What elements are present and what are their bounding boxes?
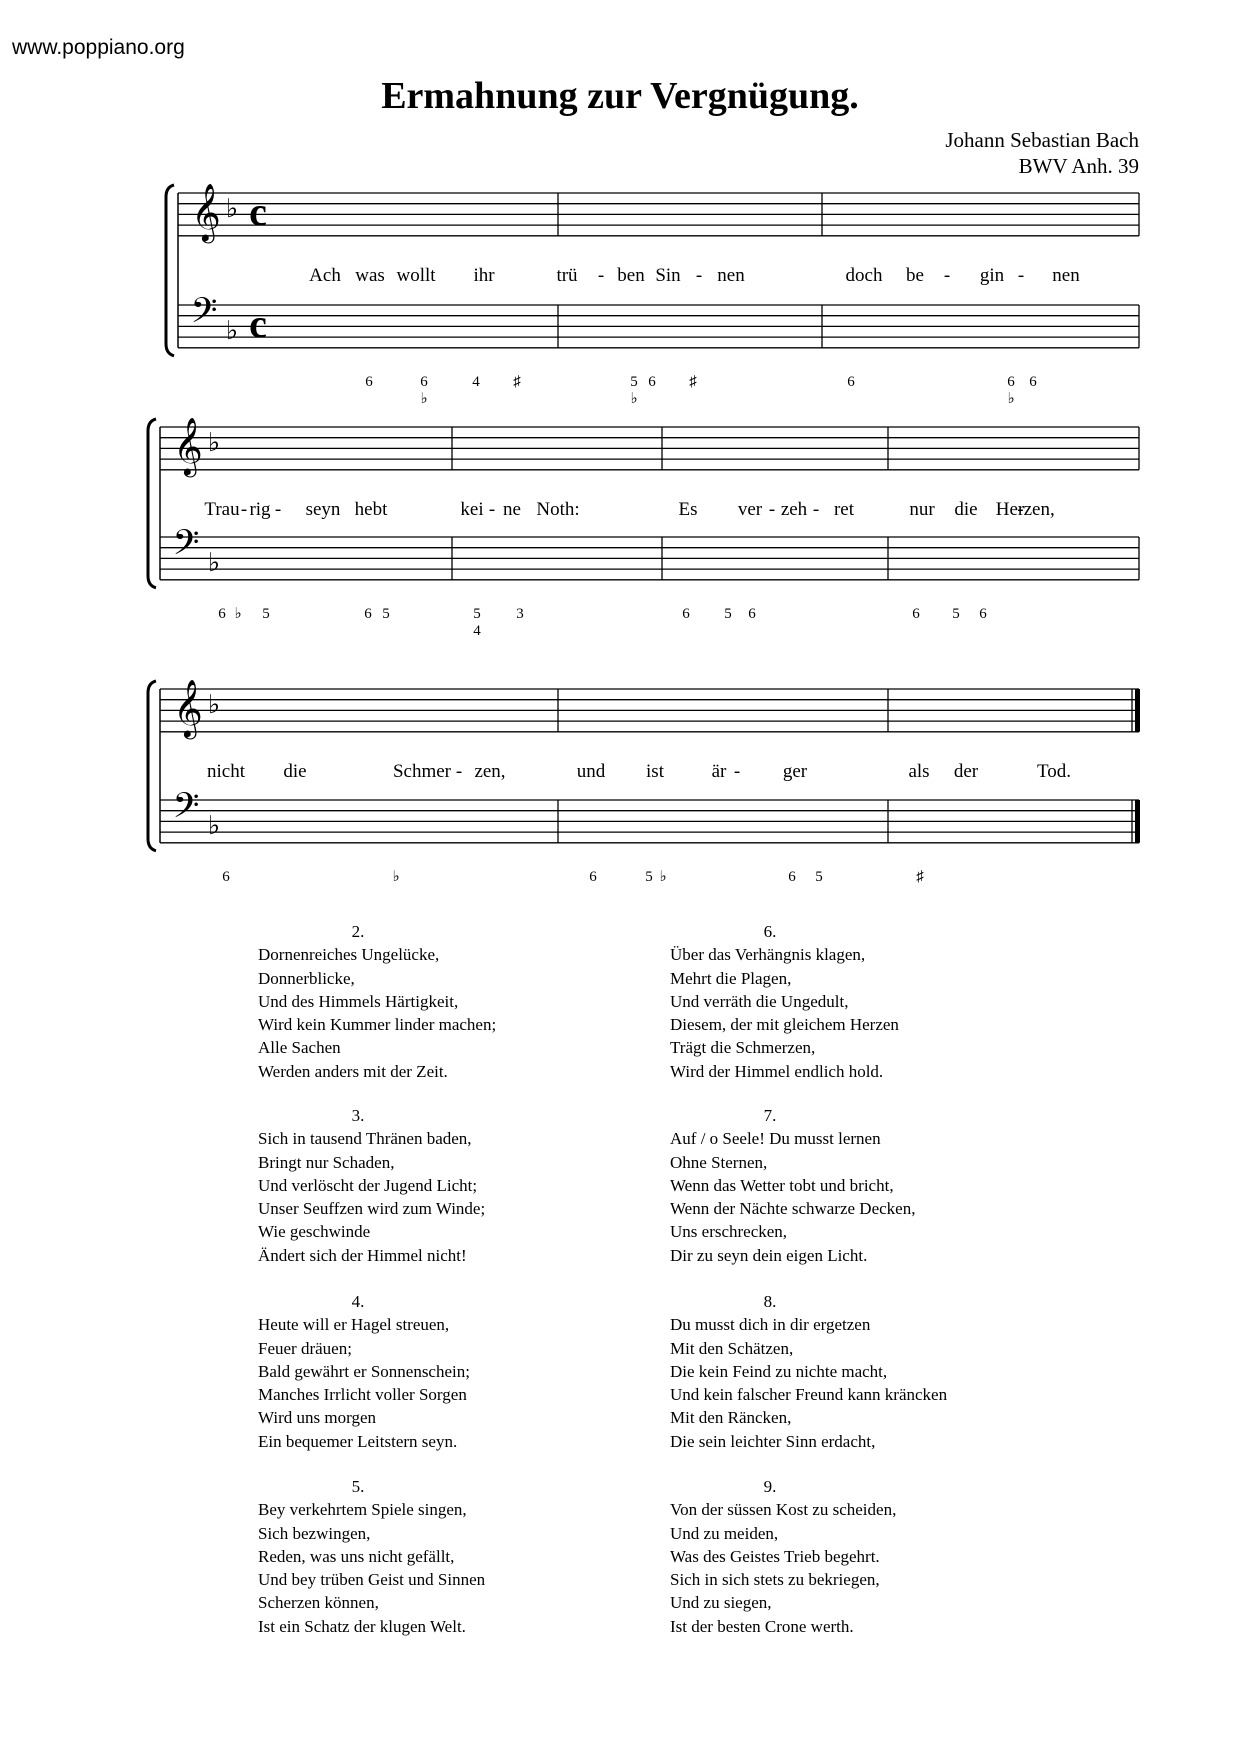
verse-line: Wie geschwinde [258,1222,371,1242]
verse-line: Ein bequemer Leitstern seyn. [258,1431,458,1451]
lyric-syllable: - [695,265,703,286]
verse-line: Dir zu seyn dein eigen Licht. [670,1245,868,1265]
lyric-syllable: Sin [655,265,681,286]
figured-bass-symbol: ♯ [513,374,521,390]
figured-bass-symbol: 6 [912,606,920,622]
verse-line: Und des Himmels Härtigkeit, [258,991,459,1011]
lyric-syllable: - [812,499,820,520]
verse-line: Manches Irrlicht voller Sorgen [258,1385,467,1405]
lyric-syllable: - [597,265,605,286]
lyric-syllable: ihr [473,265,495,286]
lyric-syllable: rig [249,499,271,520]
figured-bass-symbol: 5 [724,606,732,622]
verse-2 [258,920,496,1083]
figured-bass-symbol: 6 [222,869,230,885]
lyric-syllable: nen [1052,265,1080,286]
lyric-syllable: trü [556,265,578,286]
verse-line: Dornenreiches Ungelücke, [258,945,440,965]
verse-line: Mit den Schätzen, [670,1338,794,1358]
verse-line: Feuer dräuen; [258,1338,352,1358]
lyric-syllable: zeh [780,499,808,520]
flat-icon: ♭ [207,811,221,840]
verse-5 [258,1475,485,1638]
figured-bass-symbol: 6 [218,606,226,622]
lyric-syllable: - [240,499,248,520]
verse-3 [258,1104,485,1267]
figured-bass-symbol: 5 [473,606,481,622]
lyric-syllable: - [943,265,951,286]
figured-bass-symbol: 6 [748,606,756,622]
flat-icon: ♭ [207,690,221,719]
lyric-syllable: - [768,499,776,520]
verse-line: Von der süssen Kost zu scheiden, [670,1500,897,1520]
lyric-syllable: ret [833,499,855,520]
figured-bass-symbol: 5 [645,869,653,885]
verse-line: Trägt die Schmerzen, [670,1038,816,1058]
lyric-syllable: gin [979,265,1005,286]
lyric-syllable: hebt [354,499,388,520]
verse-line: Wird der Himmel endlich hold. [670,1061,884,1081]
figured-bass-symbol: 6 [420,374,428,390]
verse-line: Heute will er Hagel streuen, [258,1315,450,1335]
lyric-syllable: ger [782,761,808,782]
verse-line: Und zu meiden, [670,1523,779,1543]
system-2 [148,419,1139,588]
lyric-syllable: Schmer [392,761,452,782]
figured-bass-symbol: ♭ [234,606,242,622]
verse-line: Mit den Räncken, [670,1408,792,1428]
lyric-syllable: -zen, [1017,499,1055,520]
verse-line: Und kein falscher Freund kann kräncken [670,1385,948,1405]
verse-line: Bey verkehrtem Spiele singen, [258,1500,467,1520]
flat-icon: ♭ [225,194,239,223]
verse-line: Ist der besten Crone werth. [670,1616,854,1636]
flat-icon: ♭ [225,316,239,345]
lyric-syllable: nur [909,499,935,520]
figured-bass-symbol: 6 [364,606,372,622]
lyric-syllable: zen, [474,761,506,782]
page-title: Ermahnung zur Vergnügung. [381,75,859,117]
lyric-syllable: Her [995,499,1025,520]
verse-line: Wenn der Nächte schwarze Decken, [670,1199,916,1219]
verse-line: Wenn das Wetter tobt und bricht, [670,1175,894,1195]
final-barline-thick [1135,689,1140,732]
lyric-syllable: Noth: [536,499,580,520]
verse-line: Was des Geistes Trieb begehrt. [670,1546,880,1566]
verse-line: Die sein leichter Sinn erdacht, [670,1431,876,1451]
bass-clef-icon: 𝄢 [172,525,200,571]
lyric-syllable: und [576,761,606,782]
lyric-syllable: wollt [396,265,436,286]
site-url[interactable]: www.poppiano.org [12,36,185,59]
lyric-syllable: ben [617,265,645,286]
final-barline-thick [1135,800,1140,843]
verse-line: Bald gewährt er Sonnenschein; [258,1361,470,1381]
verse-4 [258,1290,470,1453]
bass-clef-icon: 𝄢 [172,788,200,834]
catalog-number: BWV Anh. 39 [1018,154,1139,178]
lyric-syllable: - [733,761,741,782]
time-signature: c [249,189,267,234]
verse-line: Ändert sich der Himmel nicht! [258,1245,467,1265]
verse-line: Ist ein Schatz der klugen Welt. [258,1616,466,1636]
verse-line: Und bey trüben Geist und Sinnen [258,1570,486,1590]
system-bracket [166,185,174,356]
flat-icon: ♭ [207,548,221,577]
figured-bass-symbol: ♭ [392,869,400,885]
figured-bass-symbol: 6 [788,869,796,885]
figured-bass-symbol: 6 [1029,374,1037,390]
verse-line: Du musst dich in dir ergetzen [670,1315,871,1335]
figured-bass-symbol: 6 [682,606,690,622]
lyric-syllable: die [954,499,978,520]
verse-line: Sich in sich stets zu bekriegen, [670,1570,880,1590]
figured-bass-symbol: 5 [382,606,390,622]
figured-bass-symbol: 4 [472,374,480,390]
lyric-syllable: die [283,761,307,782]
figured-bass-symbol: 4 [473,623,481,639]
figured-bass-symbol: ♭ [630,391,638,407]
lyric-syllable: seyn [305,499,341,520]
verse-line: Donnerblicke, [258,968,355,988]
verse-number: 7. [763,1106,777,1125]
lyric-syllable: - [455,761,463,782]
verse-line: Sich in tausend Thränen baden, [258,1129,472,1149]
lyric-syllable: kei [460,499,484,520]
verse-number: 2. [351,922,365,941]
lyric-syllable: Tod. [1036,761,1072,782]
lyric-syllable: - [1017,265,1025,286]
lyric-syllable: är [711,761,727,782]
verse-7 [670,1104,915,1267]
figured-bass-symbol: 6 [365,374,373,390]
figured-bass-symbol: 5 [262,606,270,622]
verse-line: Alle Sachen [258,1038,341,1058]
lyric-syllable: nicht [207,761,245,782]
lyric-syllable: be [906,265,924,286]
figured-bass-symbol: 6 [1007,374,1015,390]
verse-line: Werden anders mit der Zeit. [258,1061,448,1081]
verse-line: Über das Verhängnis klagen, [670,945,866,965]
verse-line: Und zu siegen, [670,1593,772,1613]
verse-line: Wird uns morgen [258,1408,376,1428]
verse-line: Reden, was uns nicht gefällt, [258,1546,455,1566]
verse-line: Bringt nur Schaden, [258,1152,395,1172]
verse-line: Scherzen können, [258,1593,379,1613]
verse-8 [670,1290,947,1453]
figured-bass-symbol: ♯ [916,869,924,885]
figured-bass-symbol: 6 [589,869,597,885]
figured-bass-symbol: 5 [815,869,823,885]
lyric-syllable: ver [737,499,763,520]
figured-bass-symbol: ♭ [420,391,428,407]
lyric-syllable: - [274,499,282,520]
figured-bass-symbol: 6 [979,606,987,622]
lyric-syllable: als [908,761,930,782]
verse-number: 3. [351,1106,365,1125]
verse-line: Mehrt die Plagen, [670,968,792,988]
system-bracket [148,681,156,851]
figured-bass-symbol: ♭ [1007,391,1015,407]
figured-bass-symbol: 5 [952,606,960,622]
lyric-syllable: doch [845,265,883,286]
verse-line: Diesem, der mit gleichem Herzen [670,1015,899,1035]
verse-line: Sich bezwingen, [258,1523,371,1543]
figured-bass-symbol: 5 [630,374,638,390]
figured-bass-symbol: 6 [847,374,855,390]
verse-number: 4. [351,1292,365,1311]
verse-number: 9. [763,1477,777,1496]
system-bracket [148,419,156,588]
lyric-syllable: Es [678,499,698,520]
verse-number: 6. [763,922,777,941]
verse-line: Wird kein Kummer linder machen; [258,1015,497,1035]
verse-line: Die kein Feind zu nichte macht, [670,1361,888,1381]
figured-bass-symbol: ♯ [689,374,697,390]
verse-line: Uns erschrecken, [670,1222,788,1242]
lyric-syllable: - [488,499,496,520]
lyric-syllable: Trau [204,499,240,520]
verse-line: Und verräth die Ungedult, [670,991,849,1011]
treble-clef-icon: 𝄞 [173,418,203,474]
verse-9 [670,1475,896,1638]
verse-line: Ohne Sternen, [670,1152,768,1172]
verse-number: 8. [763,1292,777,1311]
verse-line: Auf / o Seele! Du musst lernen [670,1129,881,1149]
lyric-syllable: was [355,265,385,286]
verse-6 [670,920,899,1083]
treble-clef-icon: 𝄞 [191,184,221,240]
lyric-syllable: ist [646,761,664,782]
treble-clef-icon: 𝄞 [173,680,203,736]
lyric-syllable: nen [717,265,745,286]
verse-line: Unser Seuffzen wird zum Winde; [258,1199,486,1219]
time-signature: c [249,301,267,346]
figured-bass-symbol: 3 [516,606,524,622]
figured-bass-symbol: ♭ [659,869,667,885]
figured-bass-symbol: 6 [648,374,656,390]
lyric-syllable: ne [503,499,521,520]
bass-clef-icon: 𝄢 [190,293,218,339]
verse-line: Und verlöscht der Jugend Licht; [258,1175,478,1195]
composer: Johann Sebastian Bach [945,128,1139,152]
flat-icon: ♭ [207,428,221,457]
lyric-syllable: Ach [309,265,341,286]
verse-number: 5. [351,1477,365,1496]
lyric-syllable: der [953,761,979,782]
